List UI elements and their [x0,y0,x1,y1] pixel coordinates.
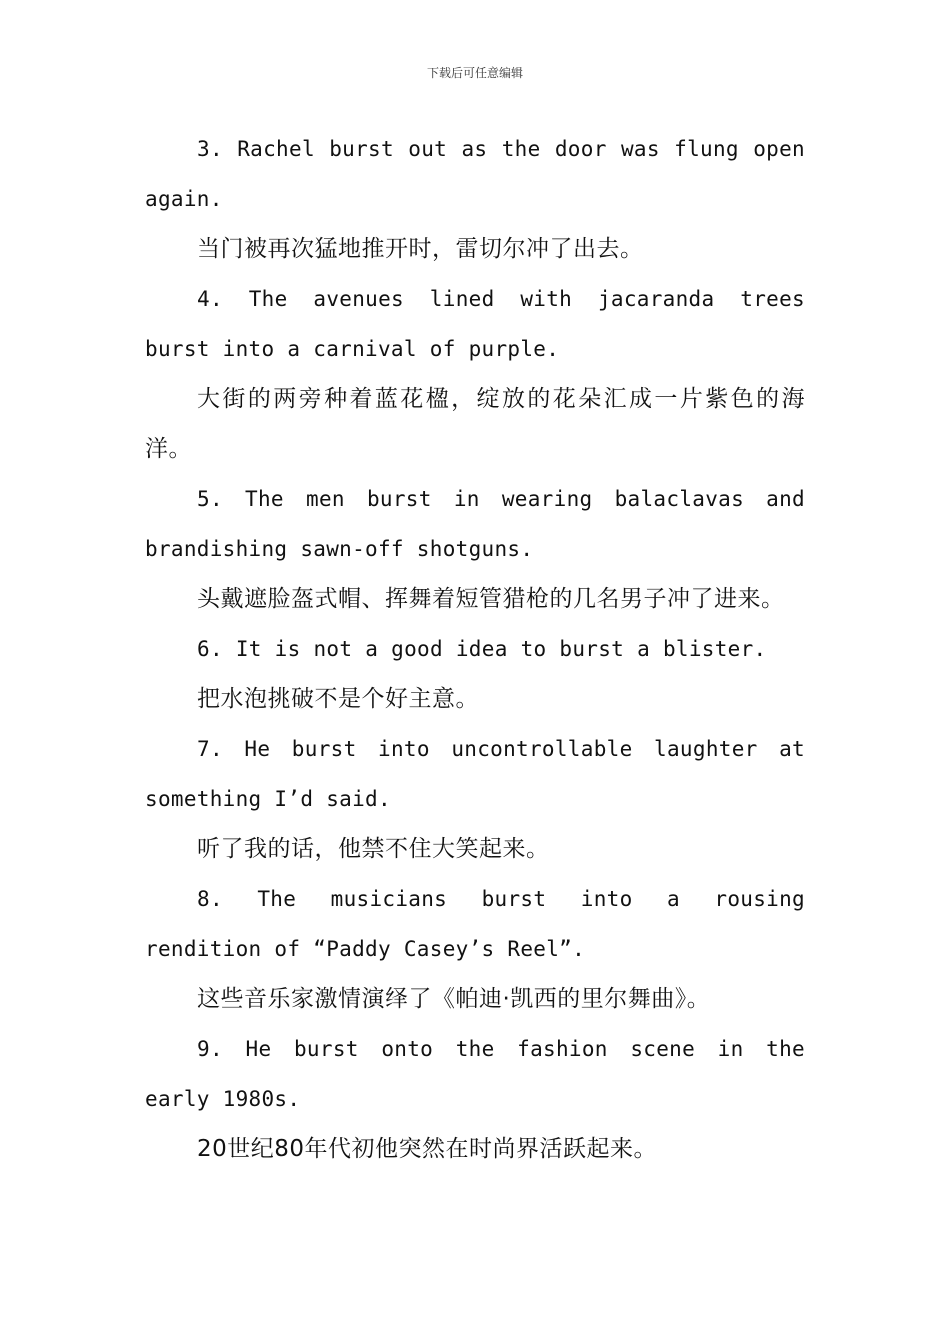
example-sentence-en: 7. He burst into uncontrollable laughter at something I’d said. [145,737,805,811]
example-sentence-en: 5. The men burst in wearing balaclavas and brandishing sawn-off shotguns. [145,487,805,561]
example-sentence-zh: 头戴遮脸盔式帽、挥舞着短管猎枪的几名男子冲了进来。 [197,586,785,612]
example-sentence-zh: 大街的两旁种着蓝花楹，绽放的花朵汇成一片紫色的海洋。 [145,386,805,462]
example-sentence-zh: 20世纪80年代初他突然在时尚界活跃起来。 [197,1136,658,1162]
document-body [145,124,805,1174]
example-sentence-en: 4. The avenues lined with jacaranda trees burst into a carnival of purple. [145,287,805,361]
example-sentence-en: 9. He burst onto the fashion scene in the early 1980s. [145,1037,805,1111]
page-header: 下载后可任意编辑 [426,66,523,80]
example-sentence-en: 3. Rachel burst out as the door was flung open again. [145,137,805,211]
example-sentence-en: 6. It is not a good idea to burst a blister. [197,637,767,661]
example-sentence-zh: 这些音乐家激情演绎了《帕迪·凯西的里尔舞曲》。 [197,986,711,1012]
example-sentence-zh: 当门被再次猛地推开时，雷切尔冲了出去。 [197,236,644,262]
example-sentence-zh: 听了我的话，他禁不住大笑起来。 [197,836,550,862]
example-sentence-zh: 把水泡挑破不是个好主意。 [197,686,479,712]
example-sentence-en: 8. The musicians burst into a rousing rendition of “Paddy Casey’s Reel”. [145,887,805,961]
